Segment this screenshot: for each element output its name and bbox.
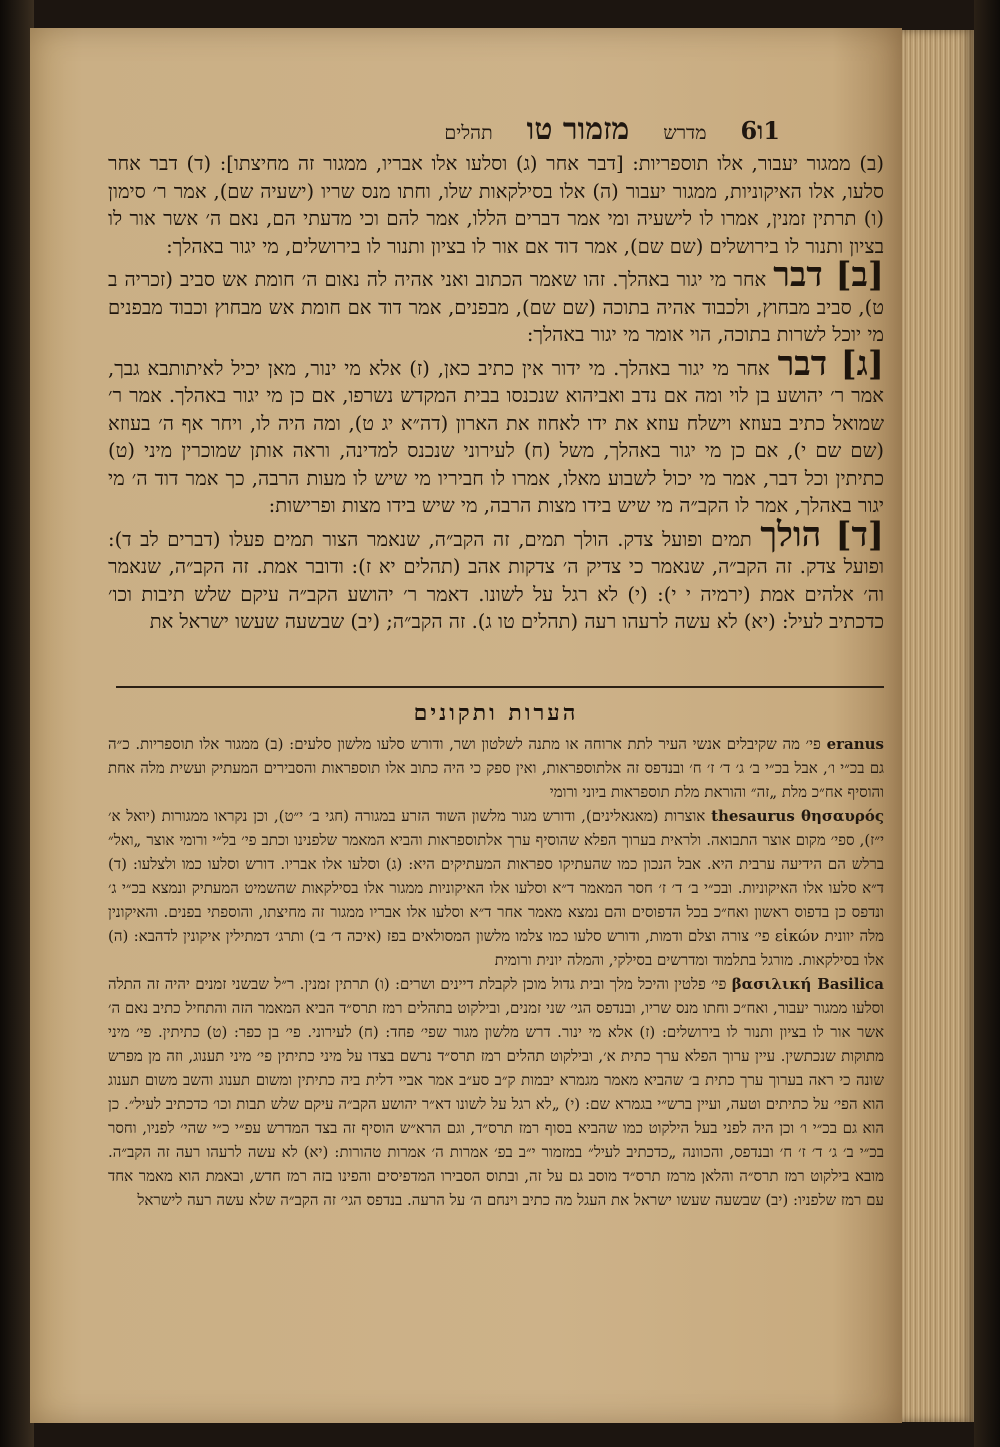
note-paragraph — [108, 804, 884, 972]
note-foreign-term: βασιλική Basilica — [731, 975, 884, 993]
paragraph-lead: [ג] דבר — [777, 343, 884, 384]
section-divider — [116, 686, 884, 688]
paragraph-text: אחר מי יגור באהלך. מי ידור אין כתיב כאן, (ז) אלא מי ינור, מאן יכיל לאיתותבא גבך, אמר ר׳ יהושע בן לוי ומה אם נדב ואביהוא שנכנסו בבית המקדש נשרפו, אם כן מי יגור באהלך. אמר ר׳ שמואל כתיב בעוזא וישלח עוזא את ידו לאחוז את הארון (דה״א יג ט), ומה היה לו, ויחר אף ה׳ בעוזא (שם שם י), אם כן מי יגור באהלך, משל (ח) לעירוני שנכנס למדינה, וראה אותן שמוכרין מיני (ט) כתיתין וכל דבר, אמר מי יכול לשבוע מאלו, אמרו לו חביריו מי שיש לו מעות הרבה, כך אמר דוד ה׳ מי יגור באהלך, אמר לו הקב״ה מי שיש בידו מצות הרבה, מי שיש בידו מצות ופרישות: — [108, 356, 884, 517]
main-text — [108, 150, 884, 638]
running-head-left: מדרש — [663, 122, 707, 144]
notes-title: הערות ותקונים — [413, 700, 579, 726]
notes-section — [108, 732, 884, 1212]
paragraph-lead: [ד] הולך — [760, 514, 884, 555]
scan-left-edge — [0, 0, 34, 1447]
running-head-center: מזמור טו — [526, 112, 630, 147]
page-stack-edge — [902, 30, 974, 1422]
running-head — [260, 112, 780, 152]
note-text: פי׳ פלטין והיכל מלך ובית גדול מוכן לקבלת דיינים ושרים: (ו) תרתין זמנין. ר״ל שבשני זמנים יהיה זה התלה וסלעו ממגור יעבור, ואח״כ וחתו מנס שריו, ובנדפס הגי׳ שני זמנים, ובילקוט בתהלים רמז תרס״ד הביא המאמר הזה והתחיל כתיב נאם ה׳ אשר אור לו בציון ותנור לו בירושלים: (ז) אלא מי ינור. דרש מלשון מגור שפי׳ פחד: (ח) לעירוני. פי׳ בן כפר: (ט) כתיתין. פי׳ מיני מתוקות שנכתשין. עיין ערוך הפלא ערך כתית א׳, ובילקוט תהלים רמז תרס״ד נרשם בצדו על מיני כתיתין פי׳ מיני תענוג, וזה מן מפרש שונה כי ראה בערוך ערך כתית ב׳ שהביא מאמר מגמרא יבמות ק״ב סע״ב אמר אביי דלית ביה כתיתין ומשום תענוג והשב משום תענוג הוא הפי׳ על כתיתים וטעה, ועיין ברש״י בגמרא שם: (י) „לא רגל על לשונו דא״ר יהושע הקב״ה עיקם שלש תבות וכו׳ כדכתיב לעיל״. כן הוא גם בכ״י ו׳ וכן היה לפני בעל הילקוט כמו שהביא בסוף רמז תרס״ד, וגם הרא״ש הוסיף זה בצד המדרש עפ״י כ״י שהי׳ לפניו, וחסר בכ״י ב׳ ג׳ ד׳ ז׳ ח׳ ובנדפס, והכוונה „כדכתיב לעיל״ במזמור י״ב בפ׳ אמרות ה׳ אמרות טהורות: (יא) לא עשה לרעהו רעה זה הקב״ה. מובא בילקוט רמז תרס״ה והלאן מרמז תרס״ד מוסב גם על זה, ובתוס הסבירו המדפיסים והפינו בזה רמז חדש, ובאמת הוא מאמר אחד עם רמז שלפניו: (יב) שבשעה שעשו ישראל את העגל מה כתיב וינחם ה׳ על הרעה. בנדפס הגי׳ זה הקב״ה שלא עשה רעה לישראל — [108, 975, 884, 1209]
paragraph-text: אחר מי יגור באהלך. זהו שאמר הכתוב ואני אהיה לה נאום ה׳ חומת אש סביב (זכריה ב ט), סביב מבחוץ, ולכבוד אהיה בתוכה (שם שם), מבפנים, אמר דוד אם חומת אש מבחוץ וכבוד מבפנים מי יוכל לשרות בתוכה, הוי אומר מי יגור באהלך: — [108, 268, 884, 346]
note-text: פי׳ מה שקיבלים אנשי העיר לתת ארוחה או מתנה לשלטון ושר, ודורש סלעו מלשון סלעים: (ב) ממגור אלו תוספריות. כ״ה גם בכ״י ו׳, אבל בכ״י ב׳ ג׳ ד׳ ז׳ ח׳ ובנדפס זה אלתוספראות, ואין ספק כי היה כתוב אלו תוספראות והסבירים המעתיק ועשית מלה אחת והוסיף אח״כ מלת „זה״ והוראת מלת תוספראות ביוני ורומי — [108, 735, 884, 801]
page-number: 1ו6 — [740, 116, 780, 145]
running-head-right: תהלים — [444, 122, 493, 144]
main-paragraph — [108, 343, 884, 520]
note-text: אוצרות (מאגאלינים), ודורש מגור מלשון השוד הזרע במגורה (חגי ב׳ י״ט), וכן נקראו ממגורות (יואל א׳ י״ז), ספי׳ מקום אוצר התבואה. ולראית בערוך הפלא שהוסיף ערך אלתוספראות והביא המאמר שלפנינו וכתב פי׳ בל״י ורומי אוצר „ואל״ ברלש הם הידיעה ערבית היא. אבל הנכון כמו שהעתיקו ספראות המעתיקים היא: (ג) וסלעו אלו אבריו. דורש וסלעו כמו ולצלעו: (ד) ד״א סלעו אלו האיקוניות. ובכ״י ב׳ ד׳ ז׳ חסר המאמר ד״א וסלעו אלו האיקוניות ממגור אלו בסילקאות שהשמיט המעתיק ונמצא בכ״י ג׳ ונדפס כן בדפוס ראשון ואח״כ בכל הדפוסים והם נמצא מאמר אחר ד״א וסלעו אלו אבריו ממגור זה מחיצתו, והוספתי בפנים. והאיקונין מלה יוונית εἰκών פי׳ צורה וצלם ודמות, ודורש סלעו כמו צלמו מלשון המסולאים בפז (איכה ד׳ ב׳) ותרג׳ דמתילין איקונין לדהבא: (ה) אלו בסילקאות. מורגל בתלמוד ומדרשים בסילקי, והמלה יונית ורומית — [108, 807, 884, 969]
paragraph-text: (ב) ממגור יעבור, אלו תוספריות: [דבר אחר (ג) וסלעו אלו אבריו, ממגור זה מחיצתו]: (ד) דבר אחר סלעו, אלו האיקוניות, ממגור יעבור (ה) אלו בסילקאות שלו, וחתו מנס שריו (ישעיה שם), אמר ר׳ סימון (ו) תרתין זמנין, אמרו לו לישעיה ומי אמר דברים הללו, אמר להם וכי מדעתי הם, נאם ה׳ אשר אור לו בציון ותנור לו בירושלים (שם שם), אמר דוד אם אור לו בציון ותנור לו בירושלים, מי יגור באהלך: — [108, 152, 884, 258]
note-paragraph — [108, 732, 884, 804]
main-paragraph — [108, 514, 884, 636]
note-paragraph — [108, 972, 884, 1212]
paragraph-lead: [ב] דבר — [773, 255, 884, 295]
main-paragraph — [108, 150, 884, 260]
note-foreign-term: thesaurus θησαυρός — [711, 807, 884, 825]
scan-right-edge — [974, 0, 1000, 1447]
note-foreign-term: eranus — [826, 735, 884, 753]
paragraph-text: תמים ופועל צדק. הולך תמים, זה הקב״ה, שנאמר הצור תמים פעלו (דברים לב ד): ופועל צדק. זה הקב״ה, שנאמר כי צדיק ה׳ צדקות אהב (תהלים יא ז): ודובר אמת. זה הקב״ה, שנאמר וה׳ אלהים אמת (ירמיה י י): (י) לא רגל על לשונו. דאמר ר׳ יהושע הקב״ה עיקם שלש תיבות וכו׳ כדכתיב לעיל: (יא) לא עשה לרעהו רעה (תהלים טו ג). זה הקב״ה; (יב) שבשעה שעשו ישראל את — [108, 527, 884, 633]
main-paragraph — [108, 255, 884, 349]
